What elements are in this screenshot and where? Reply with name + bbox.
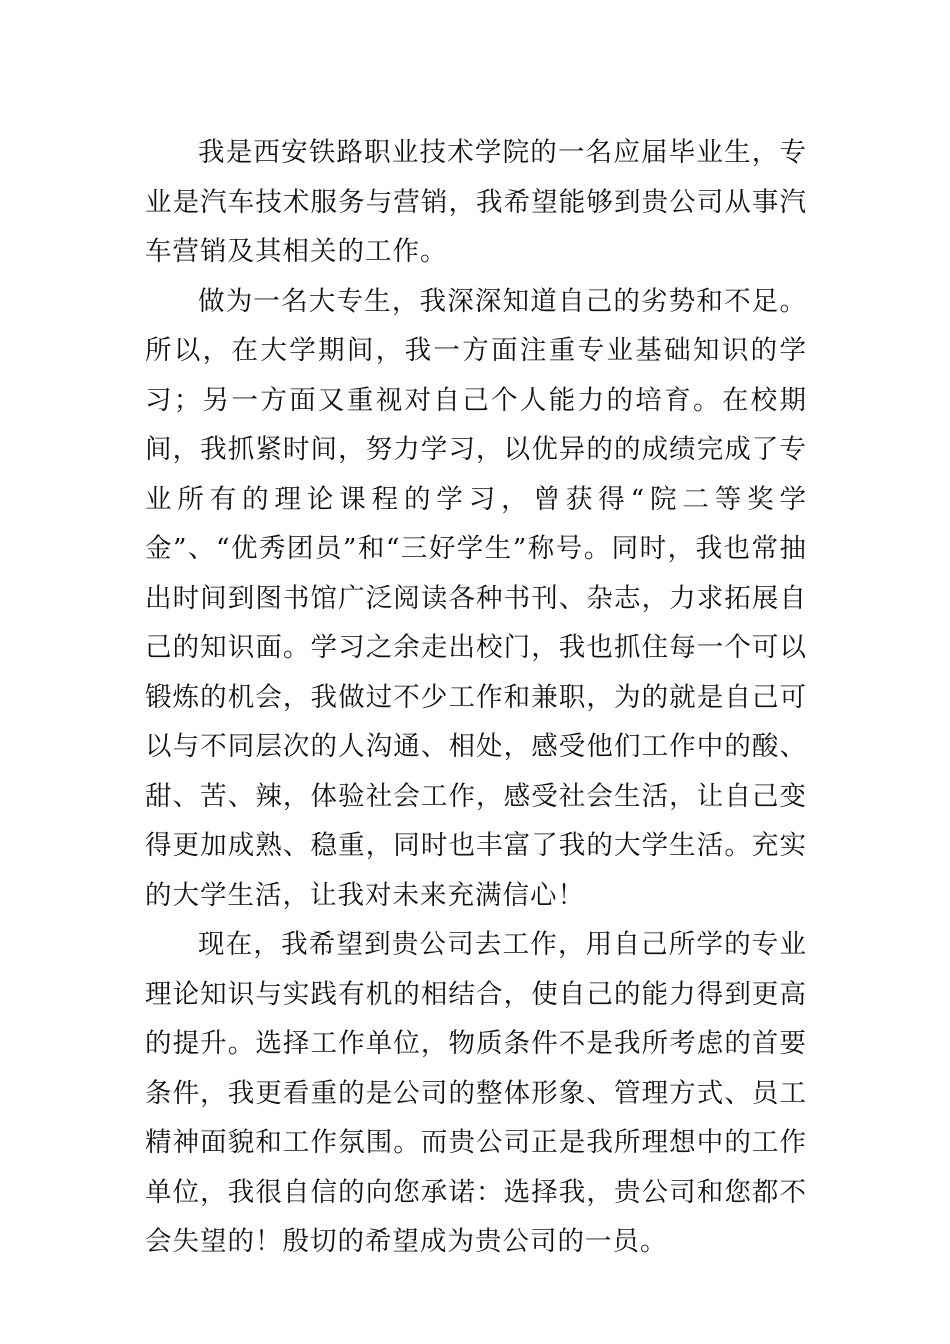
paragraph-2: 做为一名大专生，我深深知道自己的劣势和不足。所以，在大学期间，我一方面注重专业基础知识的学习；另一方面又重视对自己个人能力的培育。在校期间，我抓紧时间，努力学习，以优异的的成绩完成了专业所有的理论课程的学习，曾获得“院二等奖学金”、“优秀团员”和“三好学生”称号。同时，我也常抽出时间到图书馆广泛阅读各种书刊、杂志，力求拓展自己的知识面。学习之余走出校门，我也抓住每一个可以锻炼的机会，我做过不少工作和兼职，为的就是自己可以与不同层次的人沟通、相处，感受他们工作中的酸、甜、苦、辣，体验社会工作，感受社会生活，让自己变得更加成熟、稳重，同时也丰富了我的大学生活。充实的大学生活，让我对未来充满信心！ — [145, 285, 807, 911]
letter-body — [145, 128, 807, 1267]
paragraph-3: 现在，我希望到贵公司去工作，用自己所学的专业理论知识与实践有机的相结合，使自己的能力得到更高的提升。选择工作单位，物质条件不是我所考虑的首要条件，我更看重的是公司的整体形象、管理方式、员工精神面貌和工作氛围。而贵公司正是我所理想中的工作单位，我很自信的向您承诺：选择我，贵公司和您都不会失望的！殷切的希望成为贵公司的一员。 — [145, 929, 807, 1257]
paragraph-1: 我是西安铁路职业技术学院的一名应届毕业生，专业是汽车技术服务与营销，我希望能够到贵公司从事汽车营销及其相关的工作。 — [145, 137, 807, 267]
